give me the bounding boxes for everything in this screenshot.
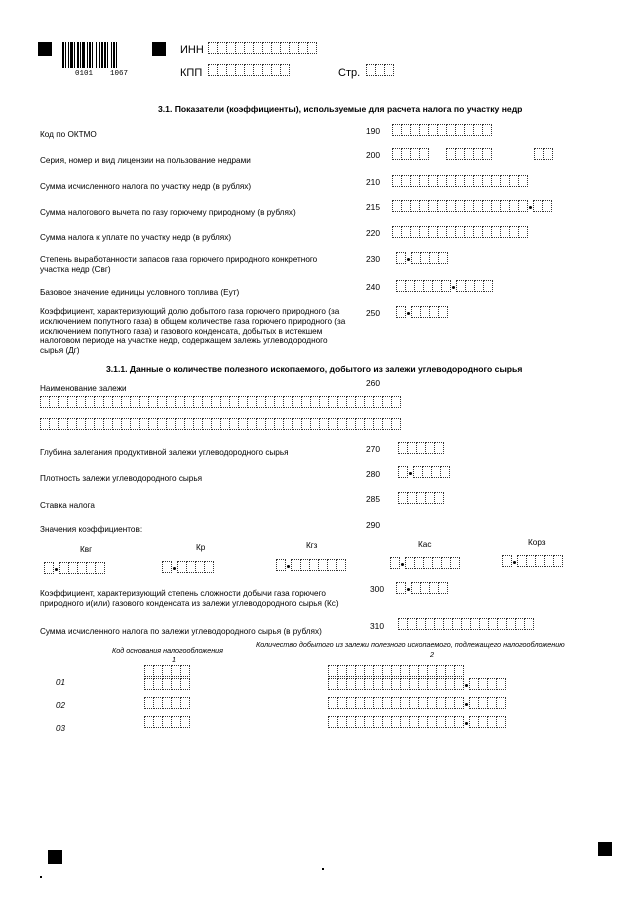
row-210-code: 210: [366, 177, 380, 187]
row-220-label: Сумма налога к уплате по участку недр (в рублях): [40, 233, 232, 242]
corner-marker-top-left: [38, 42, 52, 56]
row-280-label: Плотность залежи углеводородного сырья: [40, 474, 203, 483]
row-270-code: 270: [366, 444, 380, 454]
kpp-field[interactable]: [208, 64, 289, 76]
decimal-point: [405, 252, 411, 264]
coef-kr-label: Кр: [196, 543, 206, 552]
barcode-number-right: 1067: [110, 70, 129, 78]
decimal-point: [463, 697, 469, 709]
license-number-field[interactable]: [446, 148, 491, 160]
decimal-point: [285, 559, 291, 571]
inn-label: ИНН: [180, 44, 204, 56]
deposit-tax-sum-field[interactable]: [398, 618, 533, 630]
col2-header: Количество добытого из залежи полезного ископаемого, подлежащего налогообложению: [256, 640, 565, 649]
barcode-bar: [117, 42, 119, 68]
table-row-03-amount-field[interactable]: [328, 716, 505, 728]
entry-cell[interactable]: [438, 252, 448, 264]
section-3-1-1-title: 3.1.1. Данные о количестве полезного ископаемого, добытого из залежи углеводородного сырья: [106, 364, 523, 374]
table-row-03-num: 03: [56, 724, 65, 733]
entry-cell[interactable]: [434, 492, 444, 504]
entry-cell[interactable]: [496, 697, 506, 709]
entry-cell[interactable]: [553, 555, 563, 567]
depletion-degree-field[interactable]: [396, 252, 447, 264]
density-field[interactable]: [398, 466, 449, 478]
section-3-1-title: 3.1. Показатели (коэффициенты), используемые для расчета налога по участку недр: [158, 104, 523, 114]
entry-cell[interactable]: [438, 582, 448, 594]
entry-cell[interactable]: [391, 418, 401, 430]
table-row-01-amount-field[interactable]: [328, 665, 463, 677]
entry-cell[interactable]: [438, 306, 448, 318]
entry-cell[interactable]: [336, 559, 346, 571]
decimal-point: [511, 555, 517, 567]
barcode-number-left: 0101: [75, 70, 94, 78]
row-310-code: 310: [370, 621, 384, 631]
coef-kgz-label: Кгз: [306, 541, 318, 550]
entry-cell[interactable]: [543, 148, 553, 160]
row-300-code: 300: [370, 584, 384, 594]
coef-kvg-label: Квг: [80, 545, 93, 554]
row-285-code: 285: [366, 494, 380, 504]
table-row-02-code-field[interactable]: [144, 697, 189, 709]
row-215-label: Сумма налогового вычета по газу горючему природному (в рублях): [40, 208, 296, 217]
barcode: [62, 42, 119, 68]
row-200-code: 200: [366, 150, 380, 160]
scan-speck-2: [40, 876, 42, 878]
coef-kas-label: Кас: [418, 540, 432, 549]
entry-cell[interactable]: [434, 442, 444, 454]
coef-korz-field[interactable]: [502, 555, 562, 567]
decimal-point: [53, 562, 59, 574]
row-215-code: 215: [366, 202, 380, 212]
table-row-01-code-field[interactable]: [144, 665, 189, 677]
deposit-name-line-1[interactable]: [40, 396, 400, 408]
entry-cell[interactable]: [518, 175, 528, 187]
scan-speck: [322, 868, 324, 870]
tax-deduction-field[interactable]: [392, 200, 551, 212]
entry-cell[interactable]: [307, 42, 317, 54]
row-240-label: Базовое значение единицы условного топлива (Еут): [40, 288, 240, 297]
kpp-label: КПП: [180, 67, 203, 79]
page-label: Стр.: [338, 67, 361, 79]
entry-cell[interactable]: [483, 280, 493, 292]
coef-korz-label: Корз: [528, 538, 546, 547]
coef-kr-field[interactable]: [162, 561, 213, 573]
row-190-code: 190: [366, 126, 380, 136]
deposit-name-code: 260: [366, 378, 380, 388]
page-number-field[interactable]: [366, 64, 393, 76]
col1-header: Код основания налогообложения: [112, 646, 224, 655]
row-290-code: 290: [366, 520, 380, 530]
table-row-02-num: 02: [56, 701, 65, 710]
corner-marker-bottom-right: [598, 842, 612, 856]
row-240-code: 240: [366, 282, 380, 292]
license-type-field[interactable]: [534, 148, 552, 160]
license-series-field[interactable]: [392, 148, 428, 160]
entry-cell[interactable]: [450, 557, 460, 569]
table-row-02-amount-field[interactable]: [328, 697, 505, 709]
decimal-point: [463, 716, 469, 728]
entry-cell[interactable]: [280, 64, 290, 76]
decimal-point: [399, 557, 405, 569]
deposit-name-label: Наименование залежи: [40, 384, 127, 393]
decimal-point: [463, 678, 469, 690]
row-250-code: 250: [366, 308, 380, 318]
coefficients-label: Значения коэффициентов:: [40, 525, 143, 534]
entry-cell[interactable]: [204, 561, 214, 573]
depth-field[interactable]: [398, 442, 443, 454]
entry-cell[interactable]: [482, 148, 492, 160]
tax-payable-field[interactable]: [392, 226, 527, 238]
entry-cell[interactable]: [518, 226, 528, 238]
entry-cell[interactable]: [180, 678, 190, 690]
oktmo-field[interactable]: [392, 124, 491, 136]
table-row-01-code-field-b[interactable]: [144, 678, 189, 690]
decimal-point: [527, 200, 533, 212]
row-285-label: Ставка налога: [40, 501, 95, 510]
row-300-label: Коэффициент, характеризующий степень сложности добычи газа горючего природного и(или) газового конденсата из залежи углеводородного сырья (Кс): [40, 589, 339, 608]
entry-cell[interactable]: [419, 148, 429, 160]
coef-kas-field[interactable]: [390, 557, 459, 569]
decimal-point: [450, 280, 456, 292]
corner-marker-bottom-left: [48, 850, 62, 864]
decimal-point: [405, 306, 411, 318]
row-250-label: Коэффициент, характеризующий долю добытого газа горючего природного (за исключением попутного газа) в общем количестве газа горючего природного (за исключением попутного газа) и газового конденсата, добытых в истекшем налоговом периоде на участке недр, содержащем залежь углеводородного сырья (Дг): [40, 307, 346, 356]
table-row-01-num: 01: [56, 678, 65, 687]
gas-share-field[interactable]: [396, 306, 447, 318]
entry-cell[interactable]: [391, 396, 401, 408]
entry-cell[interactable]: [496, 716, 506, 728]
row-230-code: 230: [366, 254, 380, 264]
entry-cell[interactable]: [496, 678, 506, 690]
row-310-label: Сумма исчисленного налога по залежи углеводородного сырья (в рублях): [40, 627, 322, 636]
row-220-code: 220: [366, 228, 380, 238]
entry-cell[interactable]: [180, 665, 190, 677]
row-230-label: Степень выработанности запасов газа горючего природного конкретного участка недр (Свг): [40, 255, 318, 274]
entry-cell[interactable]: [524, 618, 534, 630]
entry-cell[interactable]: [542, 200, 552, 212]
entry-cell[interactable]: [180, 697, 190, 709]
row-200-label: Серия, номер и вид лицензии на пользование недрами: [40, 156, 251, 165]
entry-cell[interactable]: [95, 562, 105, 574]
entry-cell[interactable]: [180, 716, 190, 728]
table-row-03-code-field[interactable]: [144, 716, 189, 728]
col2-number: 2: [430, 650, 434, 659]
row-270-label: Глубина залегания продуктивной залежи углеводородного сырья: [40, 448, 289, 457]
inn-field[interactable]: [208, 42, 316, 54]
row-280-code: 280: [366, 469, 380, 479]
base-fuel-value-field[interactable]: [396, 280, 492, 292]
entry-cell[interactable]: [440, 466, 450, 478]
decimal-point: [171, 561, 177, 573]
tax-sum-field[interactable]: [392, 175, 527, 187]
entry-cell[interactable]: [384, 64, 394, 76]
entry-cell[interactable]: [454, 665, 464, 677]
row-210-label: Сумма исчисленного налога по участку недр (в рублях): [40, 182, 252, 191]
col1-number: 1: [172, 655, 176, 664]
deposit-name-line-2[interactable]: [40, 418, 400, 430]
corner-marker-top-mid: [152, 42, 166, 56]
tax-rate-field[interactable]: [398, 492, 443, 504]
decimal-point: [405, 582, 411, 594]
row-190-label: Код по ОКТМО: [40, 130, 97, 139]
coef-kvg-field[interactable]: [44, 562, 104, 574]
table-row-01-amount-field-b[interactable]: [328, 678, 505, 690]
complexity-coef-field[interactable]: [396, 582, 447, 594]
decimal-point: [407, 466, 413, 478]
coef-kgz-field[interactable]: [276, 559, 345, 571]
entry-cell[interactable]: [482, 124, 492, 136]
